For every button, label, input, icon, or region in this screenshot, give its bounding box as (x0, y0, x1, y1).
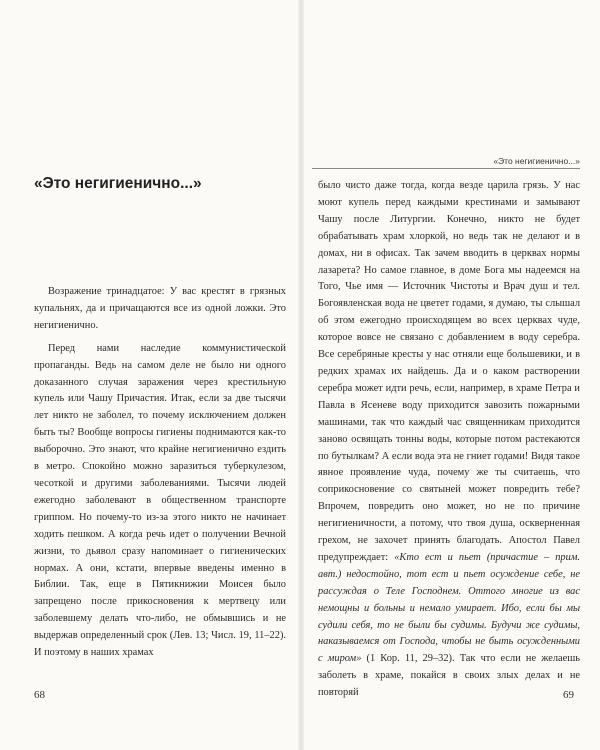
left-page (0, 0, 298, 750)
scripture-quote: «Кто ест и пьет (причастие – прим. авт.) недостойно, тот ест и пьет осуждение себе, не рассуждая о Теле Господнем. Оттого многие из вас немощны и больны и немало умирает. Ибо, если бы мы судили себя, то не были бы судимы. Будучи же судимы, наказываемся от Господа, чтобы не быть осужденными с миром» (318, 551, 581, 665)
right-page-text (318, 178, 580, 702)
objection-paragraph: Возражение тринадцатое: У вас крестят в грязных купальнях, да и причащаются все из одной ложки. Это негигиенично. (34, 286, 286, 331)
right-text-after-quote: (1 Кор. 11, 29–32). Так что если не желаешь заболеть в храме, покайся в своих злых делах и не повторяй (318, 653, 580, 699)
left-page-text (34, 284, 286, 662)
right-text-before-quote: было чисто даже тогда, когда везде царила грязь. У нас моют купель перед каждыми крестинами и замывают Чашу после Литургии. Конечно, никто не будет обрабатывать храм хлоркой, но ведь так не делают и в домах, ни в офисах. Так зачем вводить в церквах нормы лазарета? Но самое главное, в доме Бога мы надеемся на Того, Чье имя — Источник Чистоты и Врач душ и тел. Богоявленская вода не цветет годами, я думаю, ты слышал об этом ежегодно происходящем во всех церквах чуде, которое вовсе не связано с добавлением в воду серебра. Все серебряные кресты у нас отняли еще большевики, и в редких храмах их найдешь. Да и о каком растворении серебра может идти речь, если, например, в храме Петра и Павла в Ясеневе воду приходится завозить пожарными машинами, так что каждый час священникам приходится заново освящать тонны воды, которые потом растекаются по бутылкам? А если вода эта не гниет годами! Видя такое явное проявление чуда, почему же ты считаешь, что соприкосновение со святыней может повредить тебе? Впрочем, повредить оно может, но не по причине негигиеничности, а потому, что твоя душа, оскверненная грехом, не захочет принять благодать. Апостол Павел предупреждает: (318, 180, 580, 563)
chapter-title: «Это негигиенично...» (34, 175, 202, 192)
page-number-left: 68 (34, 689, 45, 701)
header-rule (312, 168, 580, 169)
page-number-right: 69 (563, 689, 574, 701)
right-paragraph (318, 178, 580, 702)
answer-paragraph: Перед нами наследие коммунистической пропаганды. Ведь на самом деле не было ни одного доказанного случая заражения через крестильную купель или Чашу Причастия. Итак, если за две тысячи лет никто не заболел, то почему исключением должен быть ты? Вообще вопросы гигиены поднимаются как-то выборочно. Это знают, что крайне негигиенично ездить в метро. Спокойно можно заразиться туберкулезом, чесоткой и другими заболеваниями. Тысячи людей ежегодно заболевают в общественном транспорте гриппом. Но почему-то из-за этого никто не начинает ходить пешком. А когда речь идет о получении Вечной жизни, то дьявол сразу напоминает о гигиенических нормах. А они, кстати, впервые введены именно в Библии. Так, еще в Пятикнижии Моисея было запрещено после прикосновения к мертвецу или заболевшему делать что-либо, не обмывшись и не выдержав определенный срок (Лев. 13; Числ. 19, 11–22). И поэтому в наших храмах (34, 342, 286, 659)
running-header: «Это негигиенично...» (493, 156, 580, 166)
